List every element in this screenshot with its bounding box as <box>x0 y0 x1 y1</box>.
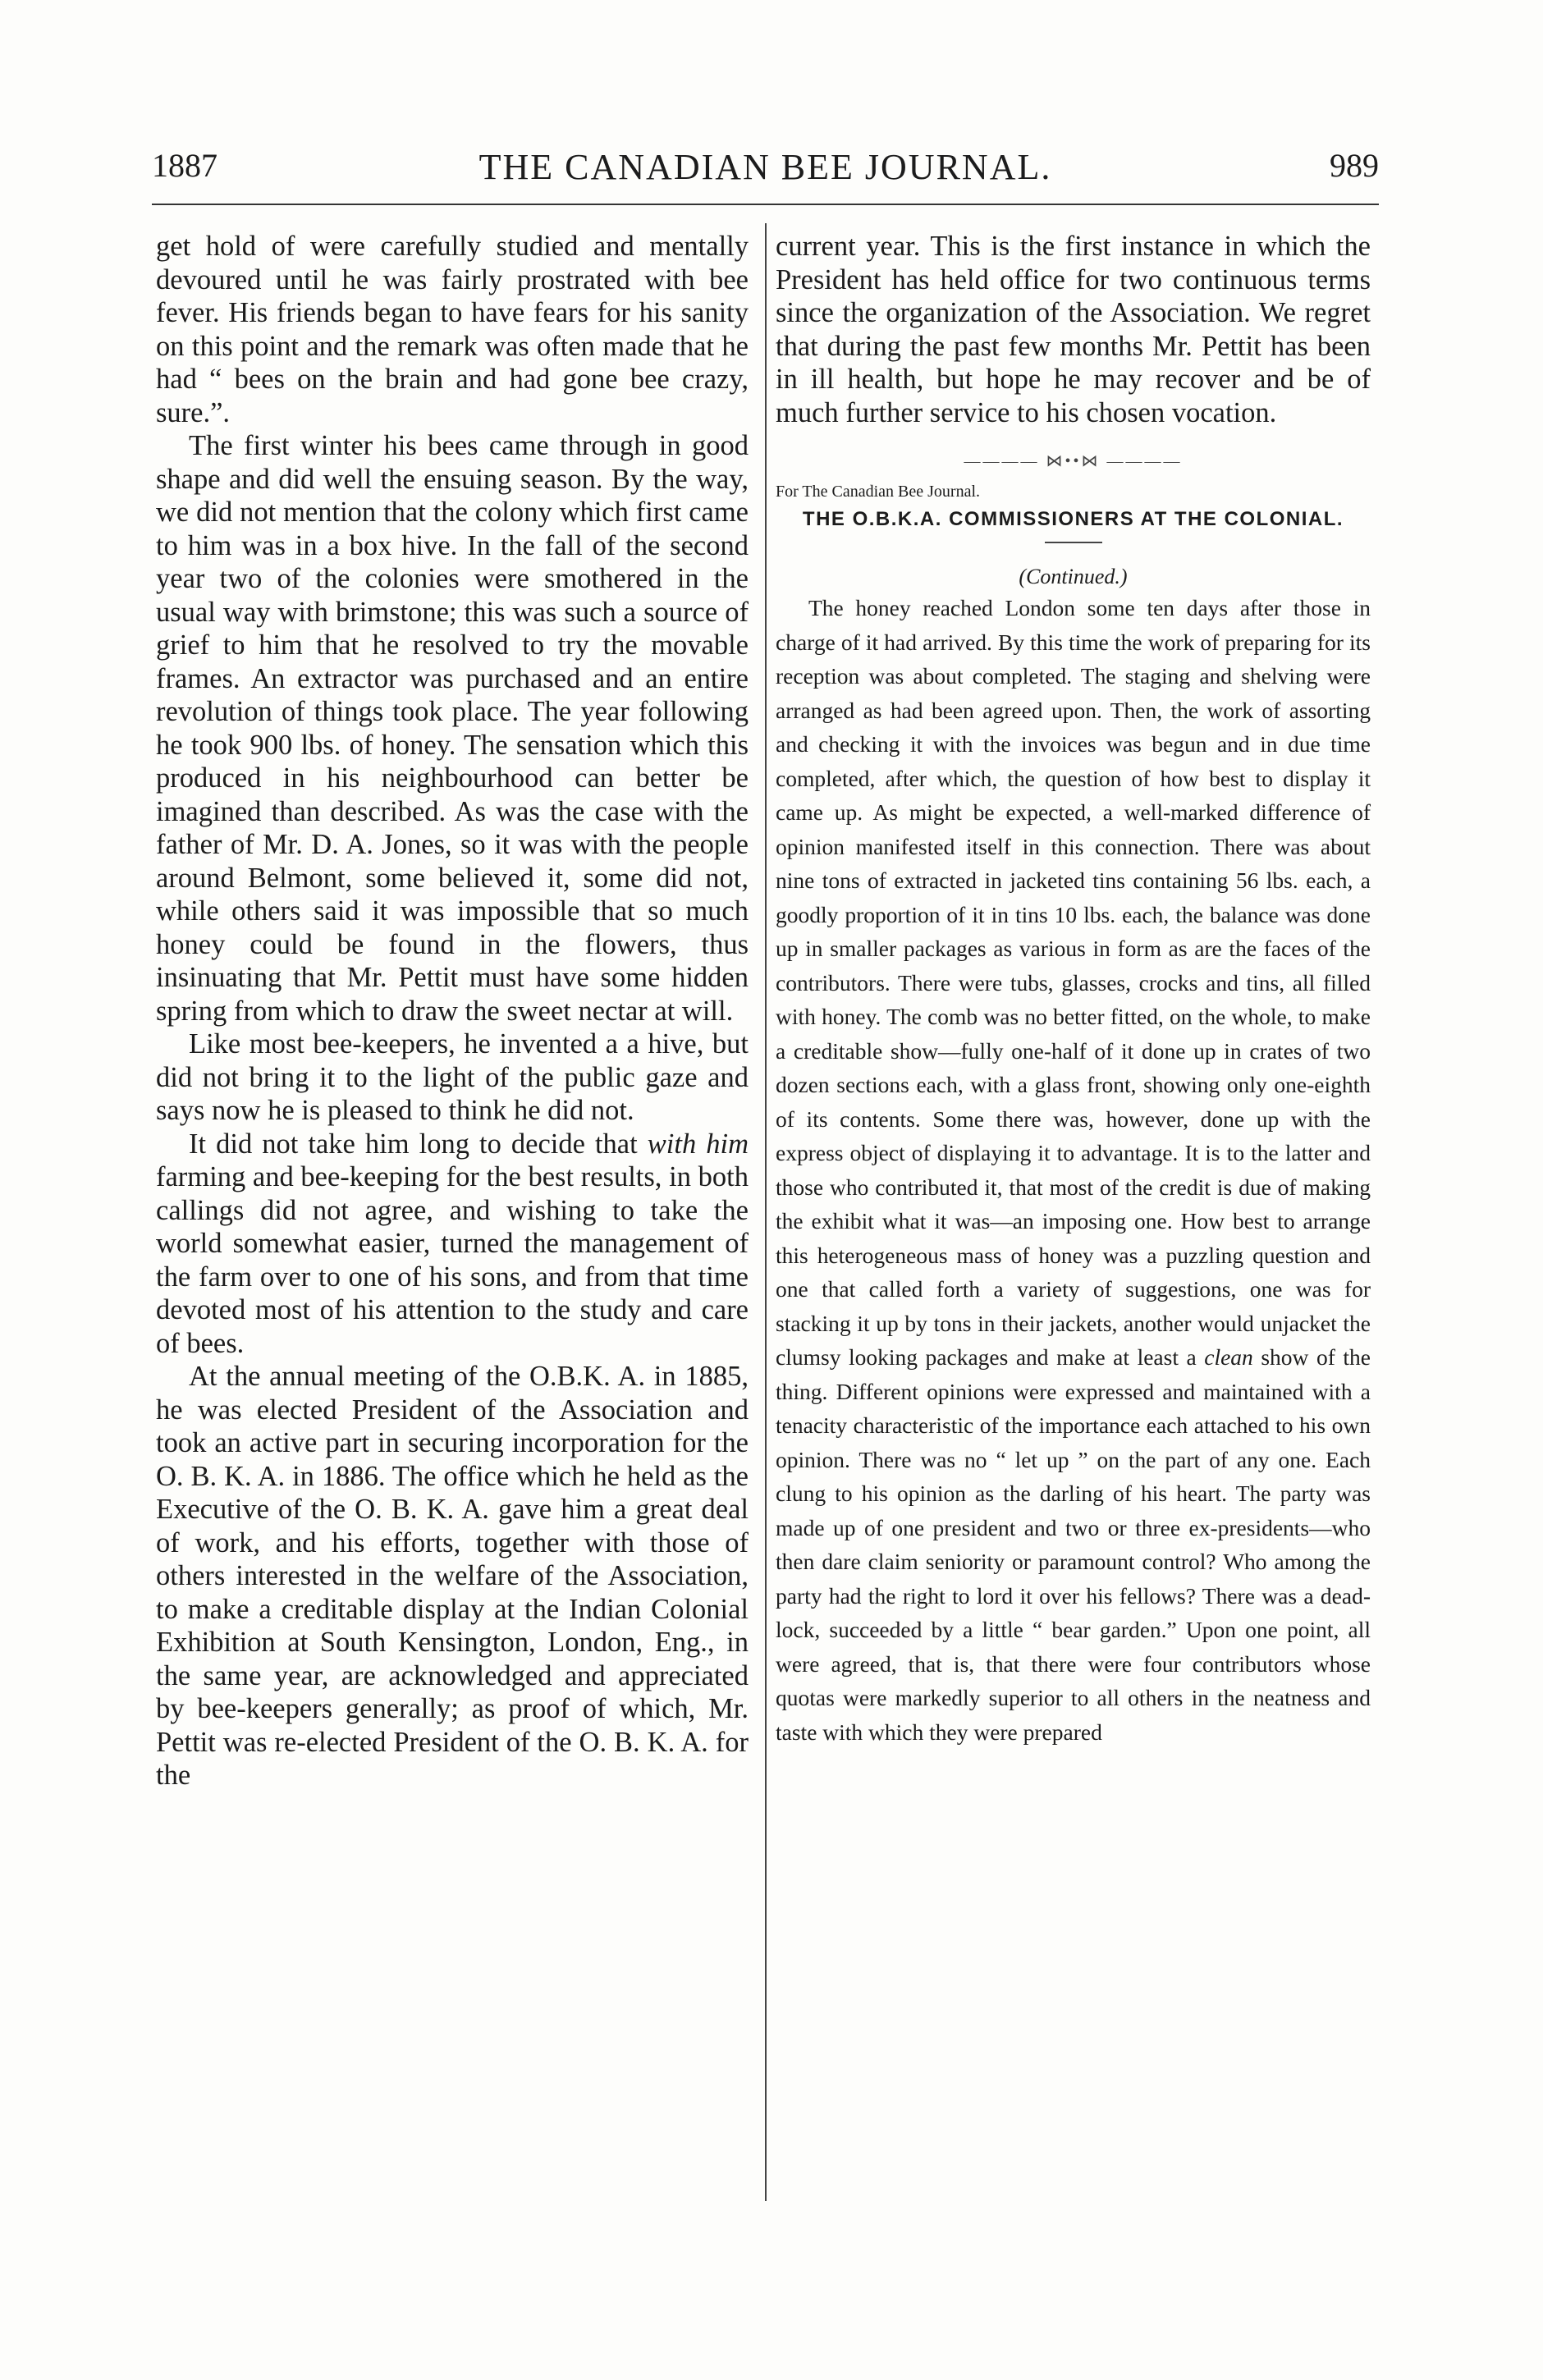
page-header <box>152 146 1379 195</box>
right-lead-paragraph: current year. This is the first instance in which the President has held office for two continuous terms since the organization of the Association. We regret that during the past few months Mr. Pettit has been in ill health, but hope he may recover and be of much further service to his chosen vocation. <box>776 231 1371 428</box>
p4-text-end: farming and bee-keeping for the best results, in both callings did not agree, and wishing to take the world somewhat easier, turned the management of the farm over to one of his sons, and from that time devoted most of his attention to the study and care of bees. <box>156 1161 749 1359</box>
left-paragraph-2: The first winter his bees came through in good shape and did well the ensuing season. By the way, we did not mention that the colony which first came to him was in a box hive. In the fall of the second year two of the colonies were smothered in the usual way with brimstone; this was such a source of grief to him that he resolved to try the movable frames. An extractor was purchased and an entire revolution of things took place. The year following he took 900 lbs. of honey. The sensation which this produced in his neighbourhood can better be imagined than described. As was the case with the father of Mr. D. A. Jones, so it was with the people around Belmont, some believed it, some did not, while others said it was impossible that so much honey could be found in the flowers, thus insinuating that Mr. Pettit must have some hidden spring from which to draw the sweet nectar at will. <box>156 430 749 1027</box>
article-body <box>776 591 1371 1749</box>
left-column <box>156 230 749 1792</box>
article-body-end: show of the thing. Different opinions were expressed and maintained with a tenacity characteristic of the importance each attached to his own opinion. There was no “ let up ” on the part of any one. Each clung to his opinion as the darling of his heart. The party was made up of one president and two or three ex-presidents—who then dare claim seniority or paramount control? Who among the party had the right to lord it over his fellows? There was a dead-lock, succeeded by a little “ bear garden.” Upon one point, all were agreed, that is, that there were four contributors whose quotas were markedly superior to all others in the neatness and taste with which they were prepared <box>776 1344 1371 1745</box>
p4-text-start: It did not take him long to decide that <box>189 1128 648 1160</box>
header-year: 1887 <box>152 147 217 184</box>
article-byline: For The Canadian Bee Journal. <box>776 483 981 501</box>
title-rule <box>1045 542 1102 543</box>
article-title: THE O.B.K.A. COMMISSIONERS AT THE COLONIAL. <box>802 508 1344 530</box>
journal-title: THE CANADIAN BEE JOURNAL. <box>478 147 1052 187</box>
ornament-divider: ———— ⋈••⋈ ———— <box>964 452 1183 470</box>
article-italic: clean <box>1204 1344 1253 1370</box>
p4-italic: with him <box>647 1128 749 1160</box>
header-rule <box>152 204 1379 205</box>
article-body-start: The honey reached London some ten days after those in charge of it had arrived. By this time the work of preparing for its reception was about completed. The staging and shelving were arranged as had been agreed upon. Then, the work of assorting and checking it with the invoices was begun and in due time completed, after which, the question of how best to display it came up. As might be expected, a well-marked difference of opinion manifested itself in this connection. There was about nine tons of extracted in jacketed tins containing 56 lbs. each, a goodly proportion of it in tins 10 lbs. each, the balance was done up in smaller packages as various in form as are the faces of the contributors. There were tubs, glasses, crocks and tins, all filled with honey. The comb was no better fitted, on the whole, to make a creditable show—fully one-half of it done up in crates of two dozen sections each, with a glass front, showing only one-eighth of its contents. Some there was, however, done up with the express object of displaying it to advantage. It is to the latter and those who contributed it, that most of the credit is due of making the exhibit what it was—an imposing one. How best to arrange this heterogeneous mass of honey was a puzzling question and one that called forth a variety of suggestions, one was for stacking it up by tons in their jackets, another would unjacket the clumsy looking packages and make at least a <box>776 595 1371 1370</box>
left-paragraph-4 <box>156 1128 749 1361</box>
column-divider <box>765 223 767 2201</box>
page-number: 989 <box>1330 147 1379 184</box>
left-paragraph-1: get hold of were carefully studied and mentally devoured until he was fairly prostrated with bee fever. His friends began to have fears for his sanity on this point and the remark was often made that he had “ bees on the brain and had gone bee crazy, sure.”. <box>156 231 749 428</box>
right-column <box>776 230 1371 1749</box>
left-paragraph-3: Like most bee-keepers, he invented a a hive, but did not bring it to the light of the public gaze and says now he is pleased to think he did not. <box>156 1028 749 1126</box>
left-paragraph-5: At the annual meeting of the O.B.K. A. in 1885, he was elected President of the Association and took an active part in securing incorporation for the O. B. K. A. in 1886. The office which he held as the Executive of the O. B. K. A. gave him a great deal of work, and his efforts, together with those of others interested in the welfare of the Association, to make a creditable display at the Indian Colonial Exhibition at South Kensington, London, Eng., in the same year, are acknowledged and appreciated by bee-keepers generally; as proof of which, Mr. Pettit was re-elected President of the O. B. K. A. for the <box>156 1361 749 1791</box>
continued-note: (Continued.) <box>1019 565 1128 588</box>
